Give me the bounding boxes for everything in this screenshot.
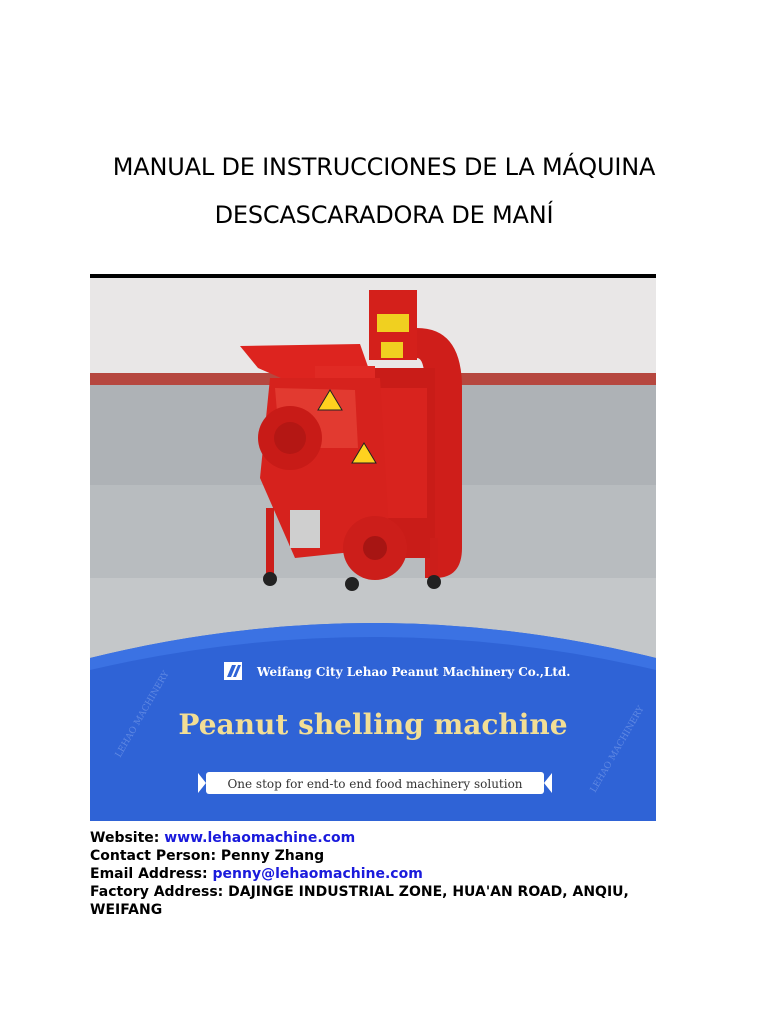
website-line <box>90 829 690 847</box>
slogan: One stop for end-to end food machinery solution <box>227 777 523 791</box>
contact-person-label: Contact Person: <box>90 848 221 864</box>
title-line-1: MANUAL DE INSTRUCCIONES DE LA MÁQUINA <box>112 153 656 181</box>
email-link[interactable]: penny@lehaomachine.com <box>212 866 423 882</box>
factory-address-line-2: WEIFANG <box>90 902 163 918</box>
factory-address-label: Factory Address: <box>90 884 229 900</box>
factory-address-line <box>90 883 690 901</box>
watermark-right: LEHAO MACHINERY <box>588 704 647 795</box>
headline: Peanut shelling machine <box>178 708 568 741</box>
title-line-2: DESCASCARADORA DE MANÍ <box>214 201 554 229</box>
email-line <box>90 865 690 883</box>
company-name: Weifang City Lehao Peanut Machinery Co.,Ltd. <box>257 665 571 679</box>
contact-person-line <box>90 847 690 865</box>
contact-person-value: Penny Zhang <box>220 848 325 864</box>
contact-block <box>90 829 690 919</box>
document-title <box>0 143 768 239</box>
product-photo <box>90 278 656 821</box>
factory-address-value: DAJINGE INDUSTRIAL ZONE, HUA'AN ROAD, ANQIU, <box>228 884 629 900</box>
watermark-left: LEHAO MACHINERY <box>113 669 172 760</box>
website-label: Website: <box>90 830 165 846</box>
company-logo-icon <box>224 662 242 680</box>
email-label: Email Address: <box>90 866 213 882</box>
website-link[interactable]: www.lehaomachine.com <box>164 830 356 846</box>
